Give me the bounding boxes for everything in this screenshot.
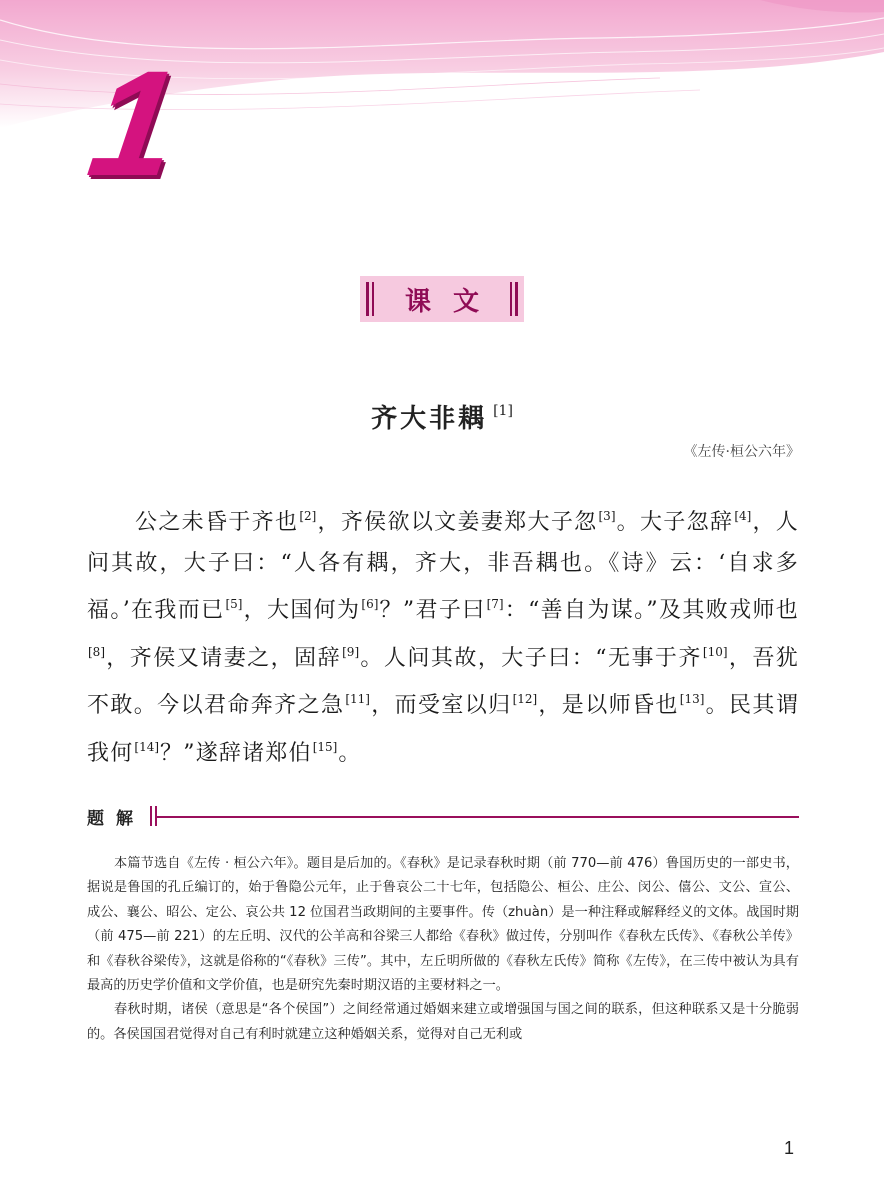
footnote-marker: [15] — [312, 739, 338, 754]
text-segment: ，人问其故，大子曰：“人各有耦，齐大，非吾耦也。《诗》云：‘自求多福。’在我而已 — [87, 510, 799, 624]
tijie-section-header — [87, 802, 799, 832]
text-segment: 。民其谓我何 — [87, 693, 800, 766]
footnote-marker: [3] — [598, 509, 616, 523]
chapter-number: 1 — [80, 39, 184, 207]
text-segment: ？”遂辞诸郑伯 — [160, 740, 312, 766]
footnote-marker: [6] — [361, 597, 379, 612]
text-segment: ，吾犹不敢。今以君命奔齐之急 — [87, 645, 799, 719]
footnote-marker: [7] — [486, 597, 504, 612]
text-segment: ？”君子曰 — [379, 598, 486, 624]
text-segment: ，齐侯欲以文姜妻郑大子忽 — [317, 510, 598, 535]
text-segment: ，齐侯又请妻之，固辞 — [106, 645, 342, 671]
heading-rule-mark — [150, 806, 152, 826]
footnote-marker: [4] — [734, 509, 752, 523]
footnote-marker: [2] — [299, 509, 317, 523]
section-label-left-bar-inner — [372, 282, 374, 316]
tijie-heading: 题解 — [87, 809, 145, 829]
footnote-marker: [9] — [342, 644, 360, 659]
footnote-marker: [8] — [88, 644, 105, 659]
text-segment: 。人问其故，大子曰：“无事于齐 — [360, 645, 702, 671]
footnote-marker: [13] — [679, 692, 705, 707]
text-segment: 公之未昏于齐也 — [135, 510, 299, 535]
section-label-text: 课文 — [404, 286, 501, 317]
text-segment: ：“善自为谋。”及其败戎师也 — [504, 598, 799, 624]
text-title — [0, 398, 884, 435]
text-title-footnote: [1] — [493, 403, 513, 419]
text-segment: ，而受室以归 — [371, 693, 512, 719]
section-label-right-bar — [515, 282, 518, 316]
text-title-label: 齐大非耦 — [371, 404, 488, 434]
tijie-body — [87, 852, 799, 1047]
section-label-right-bar-inner — [510, 282, 512, 316]
classical-paragraph — [87, 496, 799, 775]
page-number: 1 — [783, 1138, 794, 1158]
footnote-marker: [5] — [225, 597, 243, 612]
text-segment: ，是以师昏也 — [538, 693, 679, 719]
footnote-marker: [11] — [345, 692, 370, 707]
footnote-marker: [10] — [702, 644, 728, 659]
section-label-kewen — [360, 276, 524, 322]
heading-rule-line — [157, 816, 799, 818]
text-source: 《左传·桓公六年》 — [683, 444, 800, 460]
section-label-left-bar — [366, 282, 369, 316]
footnote-marker: [14] — [134, 739, 160, 754]
tijie-paragraph: 本篇节选自《左传 · 桓公六年》。题目是后加的。《春秋》是记录春秋时期（前 770—前 476）鲁国历史的一部史书，据说是鲁国的孔丘编订的，始于鲁隐公元年，止于鲁哀公二十七年，包括隐公、桓公、庄公、闵公、僖公、文公、宣公、成公、襄公、昭公、定公、哀公共 12 位国君当政期间的主要事件。传（zhuàn）是一种注释或解释经义的文体。战国时期（前 475—前 221）的左丘明、汉代的公羊高和谷梁三人都给《春秋》做过传，分别叫作《春秋左氏传》、《春秋公羊传》和《春秋谷梁传》，这就是俗称的“《春秋》三传”。其中，左丘明所做的《春秋左氏传》简称《左传》，在三传中被认为具有最高的历史学价值和文学价值，也是研究先秦时期汉语的主要材料之一。 — [87, 856, 799, 994]
classical-text — [87, 496, 799, 775]
text-segment: 。大子忽辞 — [616, 510, 734, 535]
text-segment: 。 — [338, 740, 362, 766]
footnote-marker: [12] — [512, 692, 538, 707]
text-segment: ，大国何为 — [243, 598, 361, 624]
tijie-paragraph: 春秋时期，诸侯（意思是“各个侯国”）之间经常通过婚姻来建立或增强国与国之间的联系，但这种联系又是十分脆弱的。各侯国国君觉得对自己有利时就建立这种婚姻关系，觉得对自己无利或 — [87, 1002, 799, 1042]
